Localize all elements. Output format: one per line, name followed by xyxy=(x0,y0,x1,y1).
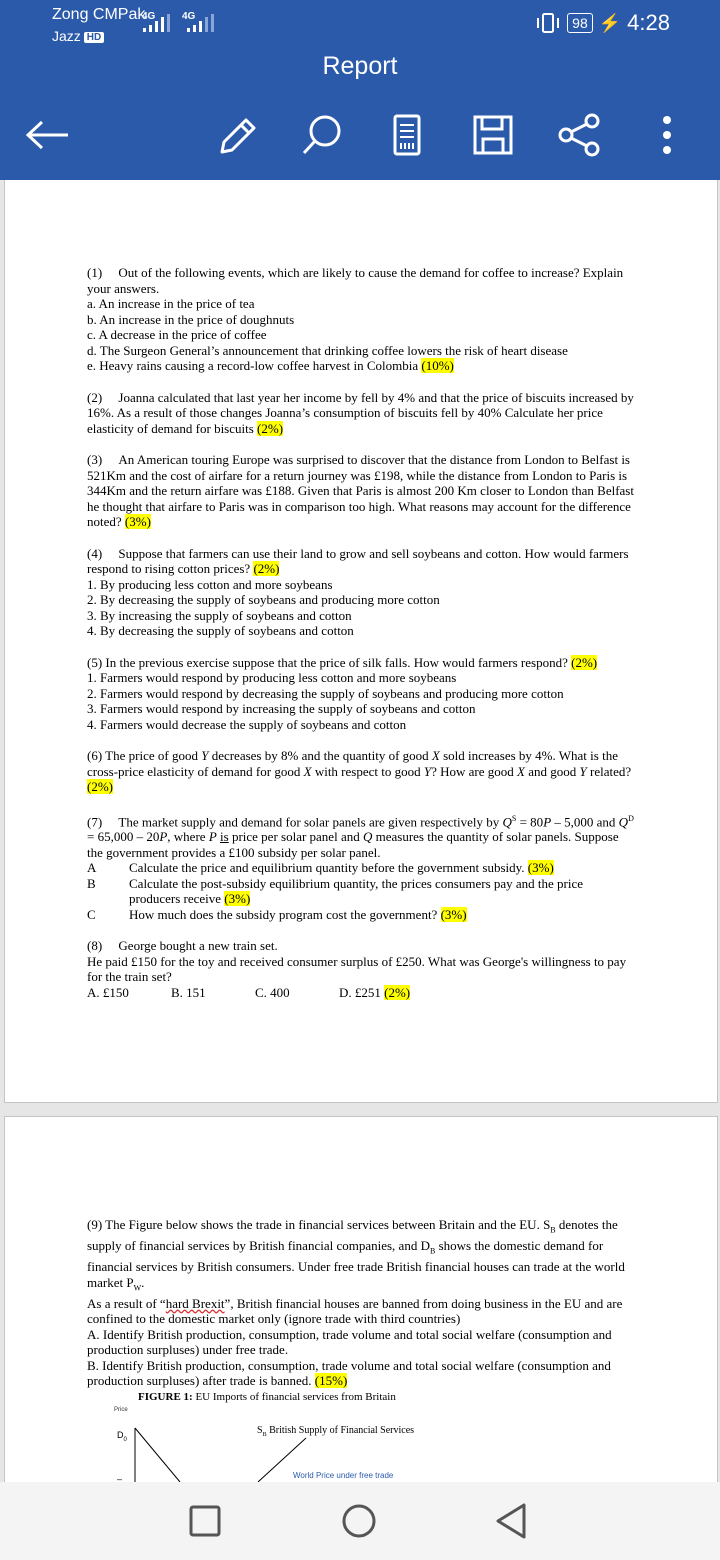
world-price-label: World Price under free trade xyxy=(293,1471,394,1480)
mark-badge: (15%) xyxy=(314,1373,348,1389)
arrow-left-icon xyxy=(24,120,70,150)
status-right xyxy=(535,10,670,36)
carrier-2 xyxy=(52,28,104,44)
system-nav-bar xyxy=(0,1482,720,1560)
option-key: B xyxy=(87,875,96,891)
option-8a: A. £150 xyxy=(87,984,129,1000)
axis-tick: – xyxy=(117,1474,123,1482)
demand-label-sub: 0 xyxy=(123,1436,127,1443)
option-7b-text xyxy=(129,876,635,907)
pencil-icon xyxy=(212,112,258,158)
question-6 xyxy=(87,748,635,795)
demand-curve xyxy=(135,1428,180,1482)
save-icon xyxy=(470,112,516,158)
option-7c-text xyxy=(129,907,467,923)
figure-caption-text: EU Imports of financial services from Britain xyxy=(195,1391,396,1403)
carrier-2-label: Jazz xyxy=(52,28,81,44)
option-5-1: 1. Farmers would respond by producing less cotton and more soybeans xyxy=(87,670,457,685)
search-button[interactable] xyxy=(294,108,348,162)
q6-var: X xyxy=(517,763,525,779)
signal-icon-2 xyxy=(183,14,217,34)
supply-curve xyxy=(258,1438,306,1482)
mark-badge: (3%) xyxy=(124,514,151,529)
question-9 xyxy=(87,1217,635,1296)
carrier-1: Zong CMPak xyxy=(52,6,146,23)
option-8b: B. 151 xyxy=(171,984,206,1000)
mark-badge: (2%) xyxy=(253,561,280,576)
page-2-content xyxy=(87,1217,635,1389)
question-4 xyxy=(87,546,635,577)
q7-text: price per solar panel and xyxy=(228,829,363,845)
option-7b-label: Calculate the post-subsidy equilibrium quantity, the prices consumers pay and the price producers receive xyxy=(129,875,584,907)
q6-var: Y xyxy=(201,748,209,763)
page-1-content xyxy=(87,265,635,1000)
option-1e xyxy=(87,358,635,374)
q7-sup: D xyxy=(628,813,634,823)
back-button[interactable] xyxy=(20,108,74,162)
option-4-3: 3. By increasing the supply of soybeans and cotton xyxy=(87,607,352,623)
reading-mode-button[interactable] xyxy=(380,108,434,162)
share-button[interactable] xyxy=(552,108,606,162)
mark-badge: (10%) xyxy=(421,358,454,373)
app-bar xyxy=(0,0,720,180)
mark-badge: (2%) xyxy=(384,984,411,1000)
option-key: C xyxy=(87,906,96,922)
status-bar xyxy=(0,0,720,50)
option-7a xyxy=(87,860,635,876)
q9-text: As a result of “ xyxy=(87,1295,166,1311)
q7-sup: S xyxy=(511,813,517,823)
question-3-text: (3) An American touring Europe was surprised to discover that the distance from London to Belfast is 521Km and the cost of airfare for a return journey was £198, while the distance from London to Paris is 344Km and the return airfare was £188. Given that Paris is almost 200 Km closer to London than Belfast he thought that airfare to Paris was in comparison too high. What reasons may account for the difference noted? xyxy=(87,452,634,529)
question-2 xyxy=(87,390,635,437)
clock: 4:28 xyxy=(627,10,670,35)
page-title: Report xyxy=(322,52,398,80)
option-7c xyxy=(87,907,635,923)
q9-text: . xyxy=(141,1274,145,1290)
q7-text: measures the quantity of solar panels. Suppose the government provides a £100 subsidy per solar panel. xyxy=(87,829,619,860)
q9-spell-flag: hard Brexit xyxy=(165,1295,225,1311)
q7-text: (7) The market supply and demand for solar panels are given respectively by xyxy=(87,813,503,829)
option-7c-label: How much does the subsidy program cost the government? xyxy=(129,906,438,922)
option-4-2: 2. By decreasing the supply of soybeans and producing more cotton xyxy=(87,592,440,607)
question-9-brexit xyxy=(87,1296,635,1327)
q7-var: Q xyxy=(502,813,512,829)
figure-1 xyxy=(110,1388,590,1482)
mark-badge: (3%) xyxy=(527,860,554,876)
q7-var: P xyxy=(159,829,168,845)
question-5-text: (5) In the previous exercise suppose that the price of silk falls. How would farmers respond? xyxy=(87,654,568,670)
q6-text: with respect to good xyxy=(311,763,424,779)
options-8 xyxy=(87,985,635,1001)
q6-text: decreases by 8% and the quantity of good xyxy=(208,748,432,763)
q7-var: Q xyxy=(618,813,629,829)
option-1e-text: e. Heavy rains causing a record-low coffee harvest in Colombia xyxy=(87,358,419,373)
hd-badge: HD xyxy=(84,32,104,43)
axis-label-price: Price xyxy=(114,1407,128,1413)
q7-text: – 5,000 and xyxy=(551,813,619,829)
demand-label-letter: D xyxy=(117,1430,124,1440)
question-7 xyxy=(87,811,635,861)
mark-badge: (3%) xyxy=(440,906,467,922)
option-key: A xyxy=(87,860,97,876)
figure-caption-bold: FIGURE 1: xyxy=(138,1391,193,1403)
q7-var: Q xyxy=(362,829,373,845)
back-nav-icon[interactable] xyxy=(494,1502,528,1540)
option-5-2: 2. Farmers would respond by decreasing the supply of soybeans and producing more cotton xyxy=(87,685,564,701)
q6-var: Y xyxy=(579,763,587,779)
option-1d: d. The Surgeon General’s announcement that drinking coffee lowers the risk of heart disease xyxy=(87,342,568,358)
option-1c: c. A decrease in the price of coffee xyxy=(87,327,267,342)
q6-var: X xyxy=(431,748,440,763)
network-type-1: 4G xyxy=(142,11,156,22)
save-button[interactable] xyxy=(466,108,520,162)
q7-text: , where xyxy=(167,829,209,845)
q7-text: is xyxy=(220,829,229,845)
question-9b xyxy=(87,1358,635,1389)
more-vertical-icon xyxy=(657,112,677,158)
mark-badge: (2%) xyxy=(571,654,598,670)
question-3 xyxy=(87,452,635,530)
q9-sub: B xyxy=(550,1225,556,1235)
q6-text: and good xyxy=(524,763,580,779)
option-8d: D. £251 xyxy=(339,984,381,1000)
q7-var: P xyxy=(208,829,217,845)
option-1b: b. An increase in the price of doughnuts xyxy=(87,311,295,327)
q9-text: (9) The Figure below shows the trade in financial services between Britain and the EU. S xyxy=(87,1217,551,1232)
search-icon xyxy=(298,112,344,158)
supply-label-text: British Supply of Financial Services xyxy=(269,1425,415,1436)
option-7a-text xyxy=(129,860,554,876)
option-4-4: 4. By decreasing the supply of soybeans and cotton xyxy=(87,623,354,638)
question-2-text: (2) Joanna calculated that last year her income by fell by 4% and that the price of biscuits increased by 16%. As a result of those changes Joanna’s consumption of biscuits fell by 40% Calculate her price elasticity of demand for biscuits xyxy=(87,389,634,436)
mark-badge: (2%) xyxy=(257,420,284,436)
mark-badge: (2%) xyxy=(87,779,113,794)
recent-apps-icon[interactable] xyxy=(188,1504,222,1538)
q7-var: P xyxy=(543,813,552,829)
document-view-icon xyxy=(387,112,427,158)
q9-text: denotes the supply of financial services by British financial companies, and D xyxy=(87,1217,618,1254)
question-1: (1) Out of the following events, which are likely to cause the demand for coffee to increase? Explain your answers. xyxy=(87,265,624,296)
q7-text: = 65,000 – 20 xyxy=(87,829,160,845)
option-7b xyxy=(87,876,635,907)
q7-text: = 80 xyxy=(516,813,544,829)
edit-button[interactable] xyxy=(208,108,262,162)
question-8: (8) George bought a new train set. xyxy=(87,938,278,954)
q9-text: shows the domestic demand for financial services by British consumers. Under free trade British financial houses can trade at the world market P xyxy=(87,1238,625,1290)
question-5 xyxy=(87,655,635,671)
share-icon xyxy=(556,112,602,158)
q6-text: ? How are good xyxy=(431,763,518,779)
vibrate-icon xyxy=(535,12,561,34)
figure-lines xyxy=(110,1388,590,1482)
network-type-2: 4G xyxy=(182,11,196,22)
supply-label-sub: B xyxy=(262,1432,267,1438)
question-9a: A. Identify British production, consumption, trade volume and total social welfare (consumption and production surpluses) under free trade. xyxy=(87,1326,612,1358)
q6-text: related? xyxy=(586,763,632,779)
q9-sub: W xyxy=(133,1283,142,1293)
question-4-text: (4) Suppose that farmers can use their land to grow and sell soybeans and cotton. How would farmers respond to rising cotton prices? xyxy=(87,545,629,576)
option-5-4: 4. Farmers would decrease the supply of soybeans and cotton xyxy=(87,716,407,732)
q6-text: (6) The price of good xyxy=(87,748,202,763)
more-options-button[interactable] xyxy=(640,108,694,162)
battery-level: 98 xyxy=(567,13,593,33)
supply-label-letter: S xyxy=(257,1425,263,1436)
q6-text: sold increases by 4%. What is the cross-price elasticity of demand for good xyxy=(87,748,618,779)
question-8-body: He paid £150 for the toy and received consumer surplus of £250. What was George's willingness to pay for the train set? xyxy=(87,953,627,985)
signal-icon-1 xyxy=(143,14,177,34)
charging-icon: ⚡ xyxy=(598,12,622,33)
q9-text: B. Identify British production, consumption, trade volume and total social welfare (consumption and production surpluses) after trade is banned. xyxy=(87,1357,611,1389)
mark-badge: (3%) xyxy=(224,891,251,907)
option-4-1: 1. By producing less cotton and more soybeans xyxy=(87,576,333,592)
q6-var: X xyxy=(303,763,312,779)
option-8c: C. 400 xyxy=(255,984,290,1000)
q9-text: ”, British financial houses are banned from doing business in the EU and are confined to the domestic market only (ignore trade with third countries) xyxy=(87,1295,623,1327)
option-1a: a. An increase in the price of tea xyxy=(87,296,255,311)
q9-sub: B xyxy=(429,1246,436,1256)
q6-var: Y xyxy=(423,763,432,779)
option-5-3: 3. Farmers would respond by increasing the supply of soybeans and cotton xyxy=(87,701,476,716)
option-7a-label: Calculate the price and equilibrium quantity before the government subsidy. xyxy=(129,860,525,876)
home-icon[interactable] xyxy=(341,1503,377,1539)
